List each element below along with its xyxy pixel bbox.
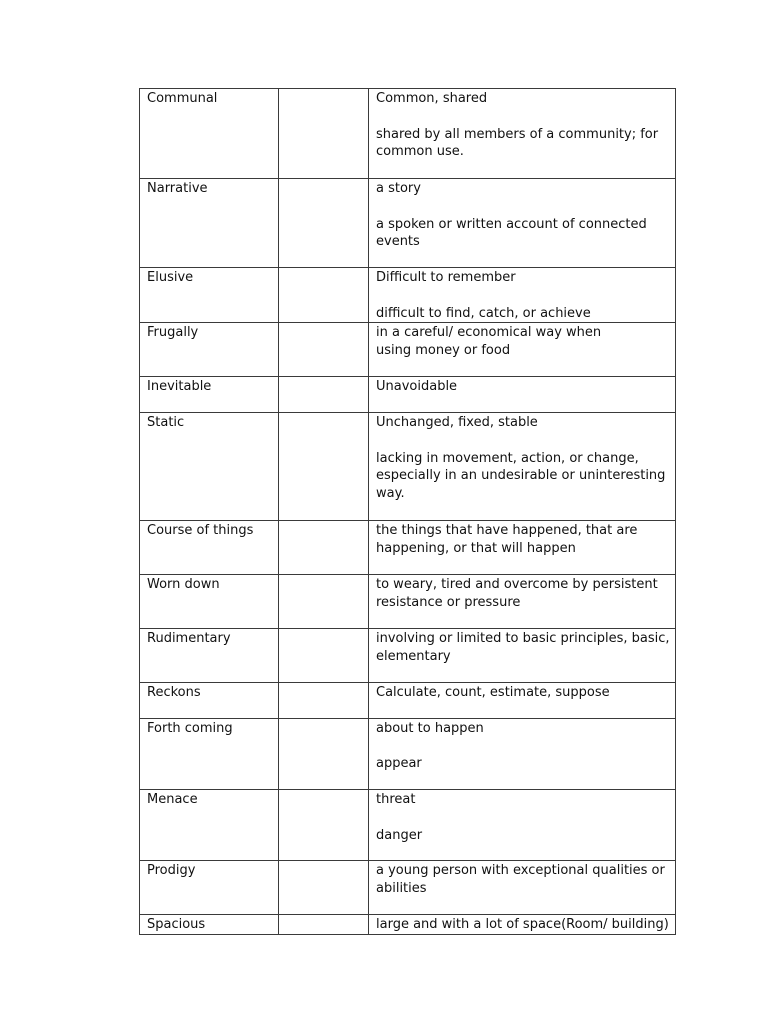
table-row — [140, 575, 676, 629]
meaning-line: lacking in movement, action, or change, — [376, 450, 639, 466]
meaning-line: elementary — [376, 648, 451, 664]
meaning-line: a spoken or written account of connected — [376, 216, 647, 232]
table-row — [140, 790, 676, 861]
word-cell: Reckons — [140, 683, 279, 719]
table-row — [140, 629, 676, 683]
meaning-line: events — [376, 234, 420, 249]
meaning-line: about to happen — [376, 721, 484, 736]
meaning-line: shared by all members of a community; for — [376, 126, 659, 142]
word-cell: Inevitable — [140, 377, 279, 413]
word-cell: Course of things — [140, 521, 279, 575]
table-row — [140, 915, 676, 935]
word-cell: Worn down — [140, 575, 279, 629]
meaning-line: a young person with exceptional qualities or — [376, 863, 665, 878]
meaning-cell — [369, 179, 676, 268]
meaning-cell — [369, 268, 676, 323]
meaning-line: Common, shared — [376, 91, 488, 106]
meaning-line: using money or food — [376, 342, 511, 358]
meaning-cell — [369, 790, 676, 861]
meaning-cell — [369, 861, 676, 915]
blank-cell — [279, 89, 369, 179]
meaning-cell — [369, 323, 676, 377]
word-cell: Static — [140, 413, 279, 521]
meaning-cell — [369, 629, 676, 683]
meaning-line: resistance or pressure — [376, 594, 521, 610]
table-row — [140, 683, 676, 719]
blank-cell — [279, 790, 369, 861]
meaning-cell — [369, 89, 676, 179]
meaning-cell — [369, 683, 676, 719]
table-row — [140, 521, 676, 575]
word-cell: Frugally — [140, 323, 279, 377]
meaning-line: danger — [376, 827, 423, 843]
meaning-line: common use. — [376, 144, 464, 159]
blank-cell — [279, 575, 369, 629]
meaning-cell — [369, 521, 676, 575]
blank-cell — [279, 719, 369, 790]
meaning-cell — [369, 915, 676, 935]
vocabulary-table — [139, 88, 676, 935]
meaning-line: way. — [376, 485, 405, 501]
table-row — [140, 268, 676, 323]
blank-cell — [279, 521, 369, 575]
meaning-line: difficult to find, catch, or achieve — [376, 305, 591, 321]
meaning-line: Unavoidable — [376, 379, 458, 394]
meaning-line: large and with a lot of space(Room/ building) — [376, 917, 669, 932]
word-cell: Elusive — [140, 268, 279, 323]
blank-cell — [279, 413, 369, 521]
word-cell: Narrative — [140, 179, 279, 268]
meaning-line: abilities — [376, 880, 427, 896]
blank-cell — [279, 179, 369, 268]
table-row — [140, 89, 676, 179]
blank-cell — [279, 683, 369, 719]
blank-cell — [279, 861, 369, 915]
meaning-line: Difficult to remember — [376, 270, 516, 285]
meaning-cell — [369, 719, 676, 790]
meaning-cell — [369, 575, 676, 629]
meaning-line: the things that have happened, that are — [376, 523, 638, 538]
blank-cell — [279, 268, 369, 323]
meaning-line: happening, or that will happen — [376, 540, 576, 556]
table-row — [140, 323, 676, 377]
blank-cell — [279, 915, 369, 935]
meaning-line: involving or limited to basic principles, basic, — [376, 631, 670, 646]
meaning-line: to weary, tired and overcome by persistent — [376, 577, 658, 592]
table-row — [140, 861, 676, 915]
word-cell: Communal — [140, 89, 279, 179]
meaning-line: a story — [376, 181, 421, 196]
meaning-cell — [369, 413, 676, 521]
meaning-line: in a careful/ economical way when — [376, 325, 602, 340]
blank-cell — [279, 629, 369, 683]
meaning-line: threat — [376, 792, 416, 807]
meaning-line: Calculate, count, estimate, suppose — [376, 685, 610, 700]
table-row — [140, 179, 676, 268]
table-row — [140, 719, 676, 790]
word-cell: Forth coming — [140, 719, 279, 790]
meaning-cell — [369, 377, 676, 413]
blank-cell — [279, 323, 369, 377]
meaning-line: Unchanged, fixed, stable — [376, 415, 538, 430]
word-cell: Spacious — [140, 915, 279, 935]
meaning-line: appear — [376, 755, 422, 771]
blank-cell — [279, 377, 369, 413]
word-cell: Menace — [140, 790, 279, 861]
meaning-line: especially in an undesirable or uninteresting — [376, 468, 666, 483]
word-cell: Rudimentary — [140, 629, 279, 683]
table-row — [140, 377, 676, 413]
table-row — [140, 413, 676, 521]
word-cell: Prodigy — [140, 861, 279, 915]
